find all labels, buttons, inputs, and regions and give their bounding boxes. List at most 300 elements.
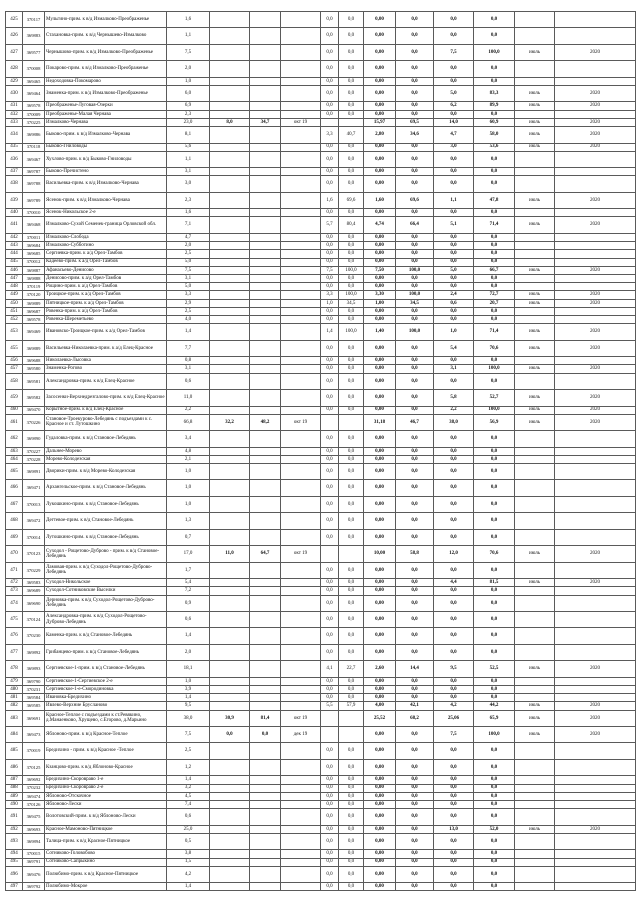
repaired-percent-cell (250, 579, 281, 587)
road-code-cell: 369886 (23, 127, 45, 143)
length-km-cell: 1,0 (167, 677, 210, 685)
plan-month-cell (515, 759, 555, 775)
road-name-cell: Бредихино-Скоровраво 2-е (45, 784, 167, 792)
row-number-cell: 451 (6, 307, 23, 315)
table-row (6, 858, 636, 866)
percent-condition-cell: 0,0 (396, 307, 434, 315)
plan-percent-cell: 65,9 (474, 710, 515, 726)
plan-month-cell: июль (515, 727, 555, 743)
plan-km-cell: 5,4 (434, 340, 474, 356)
km-condition-cell: 0,00 (364, 242, 396, 250)
row-number-cell: 428 (6, 61, 23, 77)
road-code-cell: 369581 (23, 373, 45, 389)
percent-condition-cell: 0,0 (396, 743, 434, 759)
road-code-cell: 370008 (23, 61, 45, 77)
normative-km-cell: 0,0 (321, 283, 339, 291)
length-km-cell: 4,0 (167, 316, 210, 324)
plan-km-cell: 0,0 (434, 77, 474, 85)
repaired-km-cell (210, 858, 250, 866)
repair-date-cell (281, 801, 321, 809)
plan-year-cell: 2020 (555, 192, 636, 208)
repaired-percent-cell (250, 77, 281, 85)
km-condition-cell: 1,00 (364, 299, 396, 307)
normative-km-cell: 0,0 (321, 792, 339, 800)
plan-km-cell: 0,0 (434, 496, 474, 512)
normative-percent-cell: 0,0 (339, 258, 364, 266)
repaired-km-cell (210, 611, 250, 627)
road-name-cell: Сергиевское-1-е-Смородиновка (45, 685, 167, 693)
plan-km-cell: 13,0 (434, 825, 474, 833)
length-km-cell: 3,2 (167, 784, 210, 792)
table-row (6, 464, 636, 480)
percent-condition-cell: 0,0 (396, 176, 434, 192)
repaired-km-cell (210, 792, 250, 800)
road-code-cell: 369891 (23, 464, 45, 480)
table-row (6, 513, 636, 529)
table-row (6, 579, 636, 587)
road-code-cell: 370230 (23, 628, 45, 644)
road-code-cell: 370012 (23, 258, 45, 266)
row-number-cell: 473 (6, 587, 23, 595)
plan-year-cell (555, 110, 636, 118)
plan-percent-cell: 0,0 (474, 275, 515, 283)
repaired-percent-cell (250, 702, 281, 710)
percent-condition-cell: 0,0 (396, 233, 434, 241)
row-number-cell: 461 (6, 414, 23, 430)
percent-condition-cell: 0,0 (396, 77, 434, 85)
km-condition-cell: 0,00 (364, 110, 396, 118)
length-km-cell: 1,4 (167, 628, 210, 644)
percent-condition-cell: 0,0 (396, 833, 434, 849)
plan-year-cell (555, 587, 636, 595)
percent-condition-cell: 0,0 (396, 250, 434, 258)
road-code-cell: 370123 (23, 546, 45, 562)
repair-date-cell (281, 579, 321, 587)
plan-month-cell: июль (515, 217, 555, 233)
row-number-cell: 425 (6, 12, 23, 28)
plan-percent-cell: 0,0 (474, 373, 515, 389)
table-body (6, 12, 636, 891)
plan-year-cell: 2020 (555, 217, 636, 233)
length-km-cell: 7,5 (167, 727, 210, 743)
length-km-cell: 17,0 (167, 546, 210, 562)
row-number-cell: 471 (6, 562, 23, 578)
repaired-percent-cell (250, 784, 281, 792)
normative-percent-cell: 0,0 (339, 455, 364, 463)
normative-km-cell: 3,3 (321, 291, 339, 299)
plan-month-cell: июль (515, 266, 555, 274)
road-code-cell: 369889 (23, 340, 45, 356)
percent-condition-cell: 58,8 (396, 546, 434, 562)
length-km-cell: 1,4 (167, 324, 210, 340)
repaired-percent-cell (250, 447, 281, 455)
repaired-km-cell (210, 833, 250, 849)
plan-month-cell: июль (515, 414, 555, 430)
km-condition-cell: 0,00 (364, 390, 396, 406)
road-name-cell: Сергиевка-прим. к а/д Орел-Тамбов (45, 250, 167, 258)
km-condition-cell: 0,00 (364, 406, 396, 414)
repaired-percent-cell (250, 250, 281, 258)
plan-km-cell: 4,4 (434, 579, 474, 587)
length-km-cell: 1,1 (167, 151, 210, 167)
repaired-km-cell (210, 866, 250, 882)
road-code-cell: 369787 (23, 168, 45, 176)
repaired-percent-cell (250, 825, 281, 833)
km-condition-cell: 0,00 (364, 776, 396, 784)
road-code-cell: 369791 (23, 858, 45, 866)
repaired-km-cell (210, 644, 250, 660)
plan-percent-cell: 81,5 (474, 579, 515, 587)
repair-date-cell (281, 258, 321, 266)
plan-percent-cell: 70,6 (474, 340, 515, 356)
road-code-cell: 370010 (23, 209, 45, 217)
length-km-cell: 2,9 (167, 299, 210, 307)
plan-year-cell (555, 883, 636, 891)
plan-month-cell (515, 151, 555, 167)
repaired-percent-cell (250, 143, 281, 151)
row-number-cell: 431 (6, 102, 23, 110)
length-km-cell: 1,7 (167, 562, 210, 578)
plan-month-cell (515, 357, 555, 365)
repair-date-cell (281, 143, 321, 151)
plan-km-cell: 0,0 (434, 776, 474, 784)
row-number-cell: 488 (6, 784, 23, 792)
normative-percent-cell: 0,0 (339, 628, 364, 644)
table-row (6, 365, 636, 373)
normative-km-cell: 0,0 (321, 357, 339, 365)
road-code-cell: 369464 (23, 85, 45, 101)
road-code-cell: 370124 (23, 611, 45, 627)
normative-percent-cell: 0,0 (339, 283, 364, 291)
normative-percent-cell: 0,0 (339, 611, 364, 627)
normative-percent-cell: 0,0 (339, 28, 364, 44)
normative-percent-cell: 0,0 (339, 883, 364, 891)
normative-percent-cell: 0,0 (339, 447, 364, 455)
normative-percent-cell: 0,0 (339, 431, 364, 447)
road-name-cell: Сотниково-Сапрыкино (45, 858, 167, 866)
row-number-cell: 496 (6, 866, 23, 882)
repaired-km-cell (210, 85, 250, 101)
percent-condition-cell: 0,0 (396, 406, 434, 414)
repaired-percent-cell (250, 661, 281, 677)
road-name-cell: Ровенка-Шереметьево (45, 316, 167, 324)
plan-month-cell: июль (515, 291, 555, 299)
road-name-cell: Красное-Мамоново-Пятницкое (45, 825, 167, 833)
repair-date-cell (281, 611, 321, 627)
plan-year-cell (555, 316, 636, 324)
km-condition-cell: 0,00 (364, 283, 396, 291)
repair-date-cell (281, 340, 321, 356)
repair-date-cell (281, 307, 321, 315)
table-row (6, 307, 636, 315)
repaired-percent-cell (250, 275, 281, 283)
repaired-percent-cell (250, 340, 281, 356)
plan-km-cell: 0,0 (434, 176, 474, 192)
table-row (6, 110, 636, 118)
normative-km-cell: 0,0 (321, 529, 339, 545)
repaired-km-cell (210, 390, 250, 406)
normative-percent-cell: 0,0 (339, 143, 364, 151)
repaired-percent-cell (250, 743, 281, 759)
road-name-cell: Преображенье-Луговая-Озерки (45, 102, 167, 110)
plan-month-cell: июль (515, 546, 555, 562)
road-code-cell: 369469 (23, 324, 45, 340)
plan-km-cell: 0,0 (434, 858, 474, 866)
road-code-cell: 369578 (23, 102, 45, 110)
road-code-cell: 369690 (23, 595, 45, 611)
repaired-km-cell (210, 464, 250, 480)
km-condition-cell: 0,00 (364, 784, 396, 792)
normative-percent-cell (339, 546, 364, 562)
repair-date-cell (281, 833, 321, 849)
road-name-cell: Яблоново-прим. к в/д Красное-Теплое (45, 727, 167, 743)
plan-year-cell (555, 677, 636, 685)
table-row (6, 61, 636, 77)
repaired-percent-cell: 34,7 (250, 118, 281, 126)
percent-condition-cell: 0,0 (396, 464, 434, 480)
length-km-cell: 1,3 (167, 513, 210, 529)
km-condition-cell: 2,60 (364, 661, 396, 677)
plan-km-cell: 0,0 (434, 587, 474, 595)
repair-date-cell (281, 291, 321, 299)
row-number-cell: 470 (6, 546, 23, 562)
plan-year-cell: 2020 (555, 579, 636, 587)
plan-month-cell (515, 77, 555, 85)
plan-km-cell: 0,0 (434, 283, 474, 291)
road-code-cell: 369892 (23, 644, 45, 660)
km-condition-cell: 0,00 (364, 850, 396, 858)
normative-percent-cell: 80,4 (339, 217, 364, 233)
row-number-cell: 469 (6, 529, 23, 545)
normative-km-cell: 0,0 (321, 694, 339, 702)
normative-km-cell: 5,7 (321, 217, 339, 233)
plan-percent-cell: 0,0 (474, 529, 515, 545)
km-condition-cell: 0,00 (364, 644, 396, 660)
percent-condition-cell: 0,0 (396, 110, 434, 118)
repair-date-cell (281, 12, 321, 28)
normative-km-cell: 0,0 (321, 628, 339, 644)
repair-date-cell (281, 390, 321, 406)
road-name-cell: Знаменка-Рогово (45, 365, 167, 373)
normative-km-cell: 0,0 (321, 110, 339, 118)
table-row (6, 176, 636, 192)
km-condition-cell: 0,00 (364, 866, 396, 882)
repair-date-cell (281, 784, 321, 792)
table-row (6, 324, 636, 340)
repaired-percent-cell (250, 562, 281, 578)
repair-date-cell (281, 792, 321, 800)
plan-km-cell: 0,0 (434, 464, 474, 480)
repaired-km-cell: 32,2 (210, 414, 250, 430)
row-number-cell: 492 (6, 825, 23, 833)
road-name-cell: Яблоново-Лески (45, 801, 167, 809)
road-name-cell: Ясенок-Никольское 2-е (45, 209, 167, 217)
repaired-percent-cell (250, 283, 281, 291)
length-km-cell: 0,6 (167, 611, 210, 627)
percent-condition-cell: 0,0 (396, 242, 434, 250)
repair-date-cell (281, 513, 321, 529)
normative-percent-cell: 0,0 (339, 151, 364, 167)
table-row (6, 628, 636, 644)
plan-km-cell: 0,0 (434, 307, 474, 315)
table-row (6, 685, 636, 693)
normative-percent-cell: 0,0 (339, 825, 364, 833)
plan-km-cell: 3,0 (434, 143, 474, 151)
table-row (6, 102, 636, 110)
road-code-cell: 369473 (23, 727, 45, 743)
repair-date-cell (281, 102, 321, 110)
percent-condition-cell: 68,2 (396, 710, 434, 726)
plan-percent-cell: 71,4 (474, 324, 515, 340)
repaired-percent-cell (250, 390, 281, 406)
plan-month-cell: июль (515, 702, 555, 710)
normative-km-cell: 0,0 (321, 883, 339, 891)
road-name-cell: Морево-Колодезская (45, 455, 167, 463)
plan-km-cell: 0,0 (434, 357, 474, 365)
normative-km-cell (321, 710, 339, 726)
road-code-cell: 369788 (23, 176, 45, 192)
km-condition-cell: 25,52 (364, 710, 396, 726)
repaired-percent-cell (250, 324, 281, 340)
plan-km-cell: 0,0 (434, 233, 474, 241)
road-code-cell: 369580 (23, 365, 45, 373)
percent-condition-cell: 0,0 (396, 283, 434, 291)
percent-condition-cell: 0,0 (396, 883, 434, 891)
percent-condition-cell: 0,0 (396, 809, 434, 825)
plan-km-cell: 0,0 (434, 883, 474, 891)
length-km-cell: 5,6 (167, 143, 210, 151)
repair-date-cell (281, 809, 321, 825)
table-row (6, 784, 636, 792)
repair-date-cell (281, 587, 321, 595)
plan-percent-cell: 0,0 (474, 258, 515, 266)
repair-date-cell (281, 77, 321, 85)
repaired-percent-cell (250, 192, 281, 208)
repaired-km-cell (210, 562, 250, 578)
road-name-cell: Засосенки-Верхнедрезгалово-прим. к в/д Елец-Красное (45, 390, 167, 406)
percent-condition-cell: 100,0 (396, 324, 434, 340)
km-condition-cell: 0,00 (364, 431, 396, 447)
km-condition-cell: 0,00 (364, 743, 396, 759)
road-name-cell: Рощино-прим. к а/д Орел-Тамбов (45, 283, 167, 291)
row-number-cell: 449 (6, 291, 23, 299)
plan-km-cell: 0,0 (434, 809, 474, 825)
plan-month-cell (515, 275, 555, 283)
repaired-km-cell (210, 28, 250, 44)
plan-year-cell (555, 694, 636, 702)
length-km-cell: 2,0 (167, 61, 210, 77)
km-condition-cell: 0,00 (364, 176, 396, 192)
length-km-cell: 5,0 (167, 283, 210, 291)
plan-year-cell (555, 628, 636, 644)
road-code-cell: 370227 (23, 447, 45, 455)
repaired-km-cell (210, 307, 250, 315)
normative-km-cell: 0,0 (321, 776, 339, 784)
repaired-percent-cell (250, 209, 281, 217)
normative-km-cell: 0,0 (321, 168, 339, 176)
normative-percent-cell: 0,0 (339, 61, 364, 77)
plan-km-cell: 25,06 (434, 710, 474, 726)
percent-condition-cell: 0,0 (396, 595, 434, 611)
plan-percent-cell: 0,0 (474, 850, 515, 858)
repair-date-cell (281, 209, 321, 217)
plan-year-cell: 2020 (555, 825, 636, 833)
km-condition-cell: 0,00 (364, 307, 396, 315)
percent-condition-cell: 0,0 (396, 694, 434, 702)
repaired-km-cell (210, 299, 250, 307)
plan-km-cell: 5,0 (434, 266, 474, 274)
road-code-cell: 369472 (23, 513, 45, 529)
plan-percent-cell: 0,0 (474, 307, 515, 315)
road-code-cell: 369883 (23, 28, 45, 44)
plan-percent-cell: 52,5 (474, 661, 515, 677)
repaired-percent-cell (250, 694, 281, 702)
length-km-cell: 1,0 (167, 496, 210, 512)
plan-year-cell: 2020 (555, 102, 636, 110)
plan-month-cell (515, 307, 555, 315)
percent-condition-cell: 0,0 (396, 390, 434, 406)
road-code-cell: 370229 (23, 562, 45, 578)
normative-percent-cell: 69,6 (339, 192, 364, 208)
normative-percent-cell: 0,0 (339, 587, 364, 595)
km-condition-cell: 0,00 (364, 77, 396, 85)
km-condition-cell: 0,00 (364, 628, 396, 644)
plan-year-cell (555, 151, 636, 167)
plan-percent-cell: 0,0 (474, 833, 515, 849)
percent-condition-cell: 0,0 (396, 209, 434, 217)
plan-year-cell (555, 28, 636, 44)
repaired-percent-cell (250, 677, 281, 685)
plan-year-cell (555, 373, 636, 389)
plan-month-cell (515, 233, 555, 241)
road-code-cell: 369692 (23, 776, 45, 784)
plan-month-cell: июль (515, 390, 555, 406)
table-row (6, 595, 636, 611)
table-row (6, 644, 636, 660)
repaired-km-cell: 8,0 (210, 118, 250, 126)
km-condition-cell: 0,00 (364, 233, 396, 241)
plan-year-cell (555, 809, 636, 825)
repaired-km-cell (210, 455, 250, 463)
length-km-cell: 2,1 (167, 455, 210, 463)
road-code-cell: 370232 (23, 784, 45, 792)
road-name-cell: Сергиевское-1-Сергиевское 2-е (45, 677, 167, 685)
plan-percent-cell: 0,0 (474, 858, 515, 866)
repair-date-cell (281, 595, 321, 611)
plan-percent-cell: 0,0 (474, 562, 515, 578)
length-km-cell: 4,8 (167, 447, 210, 455)
road-code-cell: 369687 (23, 307, 45, 315)
repaired-km-cell (210, 258, 250, 266)
table-row (6, 480, 636, 496)
road-name-cell: Суходол - Рощетово-Дуброво - прим. к в/д Становое-Лебедянь (45, 546, 167, 562)
km-condition-cell: 0,00 (364, 12, 396, 28)
normative-percent-cell: 0,0 (339, 579, 364, 587)
row-number-cell: 438 (6, 176, 23, 192)
row-number-cell: 447 (6, 275, 23, 283)
table-row (6, 250, 636, 258)
road-name-cell: Архангельское-прим. к в/д Становое-Лебедянь (45, 480, 167, 496)
table-row (6, 209, 636, 217)
row-number-cell: 465 (6, 464, 23, 480)
percent-condition-cell: 0,0 (396, 102, 434, 110)
row-number-cell: 466 (6, 480, 23, 496)
repaired-percent-cell (250, 406, 281, 414)
row-number-cell: 427 (6, 44, 23, 60)
row-number-cell: 482 (6, 702, 23, 710)
road-name-cell: Грибанцево-прим. к в/д Становое-Лебедянь (45, 644, 167, 660)
plan-month-cell: июль (515, 102, 555, 110)
